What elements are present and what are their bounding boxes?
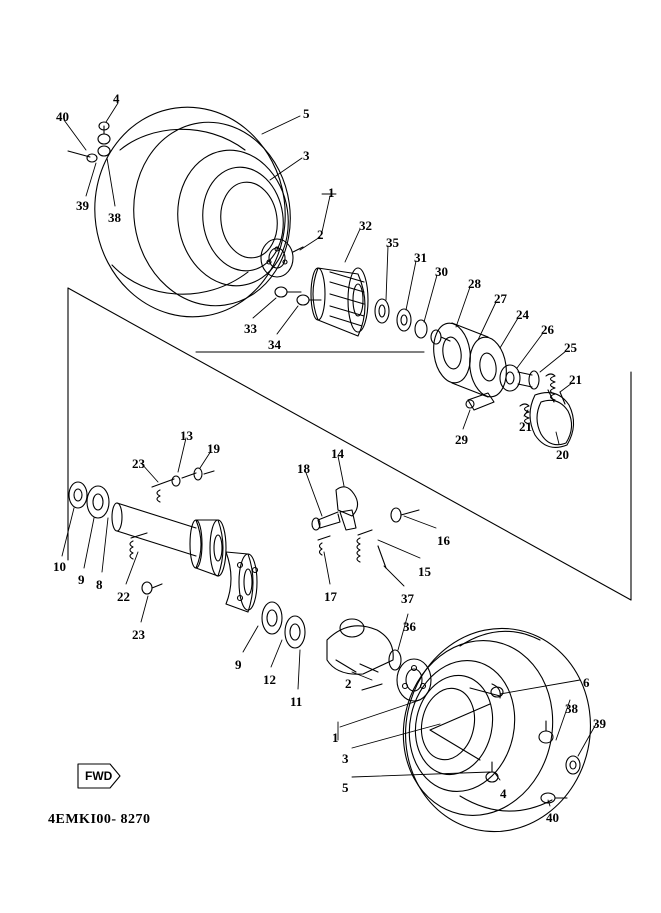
callout-39: 39 <box>76 198 89 213</box>
callout-10: 10 <box>53 559 66 574</box>
brake-shoes-20 <box>530 390 574 447</box>
rear-hub-bearings <box>262 602 305 648</box>
brake-arm-29 <box>466 393 494 410</box>
callout-33: 33 <box>244 321 257 336</box>
callout-37: 37 <box>401 591 414 606</box>
callout-16: 16 <box>437 533 450 548</box>
callout-20: 20 <box>556 447 569 462</box>
callout-15: 15 <box>418 564 431 579</box>
callout-40: 40 <box>56 109 69 124</box>
callout-40-lower: 40 <box>546 810 559 825</box>
callout-2: 2 <box>317 227 324 242</box>
leader-lines <box>62 103 596 806</box>
callout-13: 13 <box>180 428 193 443</box>
callout-21-lower: 21 <box>519 419 532 434</box>
callout-26: 26 <box>541 322 554 337</box>
callout-38: 38 <box>108 210 121 225</box>
callout-4-lower: 4 <box>500 786 507 801</box>
callout-29: 29 <box>455 432 468 447</box>
rear-tire-lower <box>387 611 609 849</box>
callout-3: 3 <box>303 148 310 163</box>
callout-25: 25 <box>564 340 577 355</box>
callout-9-left: 9 <box>78 572 85 587</box>
part-number-code: 4EMKI00- 8270 <box>48 812 151 827</box>
callout-39-lower: 39 <box>593 716 606 731</box>
callout-31: 31 <box>414 250 427 265</box>
callout-30: 30 <box>435 264 448 279</box>
callout-34: 34 <box>268 337 281 352</box>
fwd-label: FWD <box>85 769 113 783</box>
callout-9-right: 9 <box>235 657 242 672</box>
brake-linkage-group <box>312 487 419 568</box>
callout-8: 8 <box>96 577 103 592</box>
callout-28: 28 <box>468 276 481 291</box>
callout-24: 24 <box>516 307 529 322</box>
callout-19: 19 <box>207 441 220 456</box>
hub-bolts-upper <box>275 287 321 305</box>
callout-1: 1 <box>328 185 335 200</box>
axle-shaft-group <box>69 482 258 612</box>
callout-12: 12 <box>263 672 276 687</box>
callout-32: 32 <box>359 218 372 233</box>
callout-5: 5 <box>303 106 310 121</box>
callout-23-lower: 23 <box>132 627 145 642</box>
front-wheel-bolts <box>68 122 110 162</box>
callout-3-lower: 3 <box>342 751 349 766</box>
callout-6: 6 <box>583 675 590 690</box>
callout-18: 18 <box>297 461 310 476</box>
callout-17: 17 <box>324 589 337 604</box>
callout-22: 22 <box>117 589 130 604</box>
callout-14: 14 <box>331 446 344 461</box>
callout-38-lower: 38 <box>565 701 578 716</box>
callout-35: 35 <box>386 235 399 250</box>
callout-2-lower: 2 <box>345 676 352 691</box>
caliper-body-36 <box>327 619 401 674</box>
spacers-35-31-30 <box>375 299 450 344</box>
callout-4: 4 <box>113 91 120 106</box>
callout-11: 11 <box>290 694 303 709</box>
callout-23-upper: 23 <box>132 456 145 471</box>
callout-5-lower: 5 <box>342 780 349 795</box>
callout-36: 36 <box>403 619 416 634</box>
brake-drum-32 <box>311 268 368 336</box>
callout-1-lower: 1 <box>332 730 339 745</box>
callout-21-upper: 21 <box>569 372 582 387</box>
callout-27: 27 <box>494 291 507 306</box>
brake-plate-28 <box>430 321 510 399</box>
